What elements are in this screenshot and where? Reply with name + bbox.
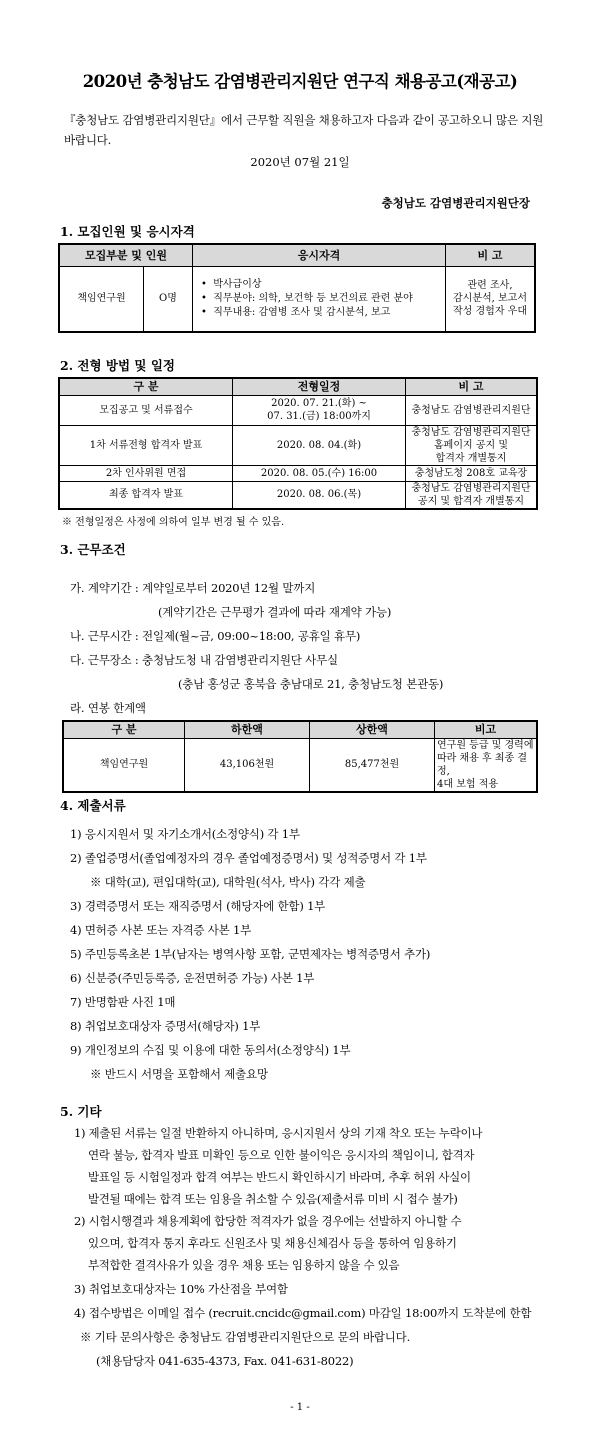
condition-line: 라. 연봉 한계액 bbox=[70, 701, 146, 715]
signer: 충청남도 감염병관리지원단장 bbox=[381, 196, 530, 210]
document-item: 1) 응시지원서 및 자기소개서(소정양식) 각 1부 bbox=[70, 827, 300, 841]
position-cell: 책임연구원 bbox=[59, 266, 143, 332]
condition-line: 다. 근무장소 : 충청남도청 내 감염병관리지원단 사무실 bbox=[70, 653, 338, 667]
intro-text: 『충청남도 감염병관리지원단』에서 근무할 직원을 채용하고자 다음과 같이 공고하오니 많은 지원 바랍니다. bbox=[64, 113, 544, 147]
note-cell: 관련 조사, 감시분석, 보고서 작성 경험자 우대 bbox=[446, 266, 536, 332]
other-item-3: 3) 취업보호대상자는 10% 가산점을 부여함 bbox=[74, 1282, 288, 1296]
schedule-note: 충청남도 감염병관리지원단 bbox=[406, 395, 538, 425]
section-3-title: 3. 근무조건 bbox=[60, 542, 126, 557]
condition-line: 가. 계약기간 : 계약일로부터 2020년 12월 말까지 bbox=[70, 581, 316, 595]
table-header: 구 분 bbox=[63, 721, 185, 738]
section-4-title: 4. 제출서류 bbox=[60, 798, 126, 813]
contact-info: (채용담당자 041-635-4373, Fax. 041-631-8022) bbox=[96, 1354, 354, 1368]
schedule-step: 모집공고 및 서류접수 bbox=[59, 395, 233, 425]
schedule-date: 2020. 08. 04.(화) bbox=[233, 425, 406, 465]
qualification-item: • 직무내용: 감염병 조사 및 감시분석, 보고 bbox=[201, 306, 391, 318]
table-header: 응시자격 bbox=[193, 244, 446, 266]
schedule-step: 2차 인사위원 면접 bbox=[59, 465, 233, 481]
qualification-item: • 박사급이상 bbox=[201, 278, 262, 290]
table-header: 하한액 bbox=[185, 721, 310, 738]
table-header: 모집부분 및 인원 bbox=[59, 244, 193, 266]
table-header: 비 고 bbox=[446, 244, 536, 266]
schedule-date: 2020. 08. 06.(목) bbox=[233, 481, 406, 509]
condition-line: 나. 근무시간 : 전일제(월~금, 09:00~18:00, 공휴일 휴무) bbox=[70, 629, 361, 643]
schedule-note: 충청남도 감염병관리지원단 홈페이지 공지 및 합격자 개별통지 bbox=[406, 425, 538, 465]
document-item: 9) 개인정보의 수집 및 이용에 대한 동의서(소정양식) 1부 bbox=[70, 1043, 351, 1057]
qualification-table bbox=[58, 243, 536, 333]
salary-position: 책임연구원 bbox=[63, 738, 185, 792]
condition-line: (계약기간은 근무평가 결과에 따라 재계약 가능) bbox=[158, 605, 392, 619]
schedule-step: 최종 합격자 발표 bbox=[59, 481, 233, 509]
document-item: 8) 취업보호대상자 증명서(해당자) 1부 bbox=[70, 1019, 261, 1033]
count-cell: O명 bbox=[143, 266, 192, 332]
document-item: 5) 주민등록초본 1부(남자는 병역사항 포함, 군면제자는 병적증명서 추가) bbox=[70, 947, 431, 961]
salary-note: 연구원 등급 및 경력에 따라 채용 후 최종 결정, 4대 보험 적용 bbox=[435, 738, 538, 792]
section-1-title: 1. 모집인원 및 응시자격 bbox=[60, 224, 195, 239]
section-5-title: 5. 기타 bbox=[60, 1104, 102, 1119]
document-item: 3) 경력증명서 또는 재직증명서 (해당자에 한함) 1부 bbox=[70, 899, 326, 913]
salary-table bbox=[62, 720, 538, 793]
document-item: ※ 반드시 서명을 포함해서 제출요망 bbox=[90, 1067, 268, 1081]
document-item: 2) 졸업증명서(졸업예정자의 경우 졸업예정증명서) 및 성적증명서 각 1부 bbox=[70, 851, 427, 865]
document-title: 2020년 충청남도 감염병관리지원단 연구직 채용공고(재공고) bbox=[82, 72, 518, 91]
table-header: 구 분 bbox=[59, 378, 233, 395]
table-header: 전형일정 bbox=[233, 378, 406, 395]
schedule-note: 충청남도 감염병관리지원단 공지 및 합격자 개별통지 bbox=[406, 481, 538, 509]
qualification-cell bbox=[193, 266, 446, 332]
condition-line: (충남 홍성군 홍북읍 충남대로 21, 충청남도청 본관동) bbox=[178, 677, 444, 691]
salary-min: 43,106천원 bbox=[185, 738, 310, 792]
schedule-step: 1차 서류전형 합격자 발표 bbox=[59, 425, 233, 465]
inquiry-note: ※ 기타 문의사항은 충청남도 감염병관리지원단으로 문의 바랍니다. bbox=[80, 1330, 411, 1344]
schedule-table bbox=[58, 377, 538, 510]
schedule-date: 2020. 08. 05.(수) 16:00 bbox=[233, 465, 406, 481]
schedule-note: 충청남도청 208호 교육장 bbox=[406, 465, 538, 481]
document-item: 7) 반명함판 사진 1매 bbox=[70, 995, 176, 1009]
other-paragraph-2: 2) 시험시행결과 채용계획에 합당한 적격자가 없을 경우에는 선발하지 아니할 수 있으며, 합격자 통지 후라도 신원조사 및 채용신체검사 등을 통하여 임용하기 부적합한 결격사유가 있을 경우 채용 또는 임용하지 않을 수 있음 bbox=[74, 1214, 462, 1272]
schedule-date: 2020. 07. 21.(화) ~ 07. 31.(금) 18:00까지 bbox=[233, 395, 406, 425]
document-item: 6) 신분증(주민등록증, 운전면허증 가능) 사본 1부 bbox=[70, 971, 315, 985]
other-paragraph-1: 1) 제출된 서류는 일절 반환하지 아니하며, 응시지원서 상의 기재 착오 또는 누락이나 연락 불능, 합격자 발표 미확인 등으로 인한 불이익은 응시자의 책임이니, 합격자 발표일 등 시험일정과 합격 여부는 반드시 확인하시기 바라며, 추후 허위 사실이 발견될 때에는 합격 또는 임용을 취소할 수 있음(제출서류 미비 시 접수 불가) bbox=[74, 1126, 483, 1206]
table-header: 상한액 bbox=[310, 721, 435, 738]
salary-max: 85,477천원 bbox=[310, 738, 435, 792]
document-item: ※ 대학(교), 편입대학(교), 대학원(석사, 박사) 각각 제출 bbox=[90, 875, 366, 889]
section-2-title: 2. 전형 방법 및 일정 bbox=[60, 358, 175, 373]
document-item: 4) 면허증 사본 또는 자격증 사본 1부 bbox=[70, 923, 252, 937]
table-header: 비고 bbox=[435, 721, 538, 738]
other-item-4: 4) 접수방법은 이메일 접수 (recruit.cncidc@gmail.com) 마감일 18:00까지 도착분에 한함 bbox=[74, 1306, 532, 1320]
schedule-note-text: ※ 전형일정은 사정에 의하여 일부 변경 될 수 있음. bbox=[62, 517, 285, 528]
page-number: - 1 - bbox=[290, 1402, 310, 1413]
table-header: 비 고 bbox=[406, 378, 538, 395]
announcement-date: 2020년 07월 21일 bbox=[250, 155, 350, 169]
qualification-item: • 직무분야: 의학, 보건학 등 보건의료 관련 분야 bbox=[201, 292, 413, 304]
